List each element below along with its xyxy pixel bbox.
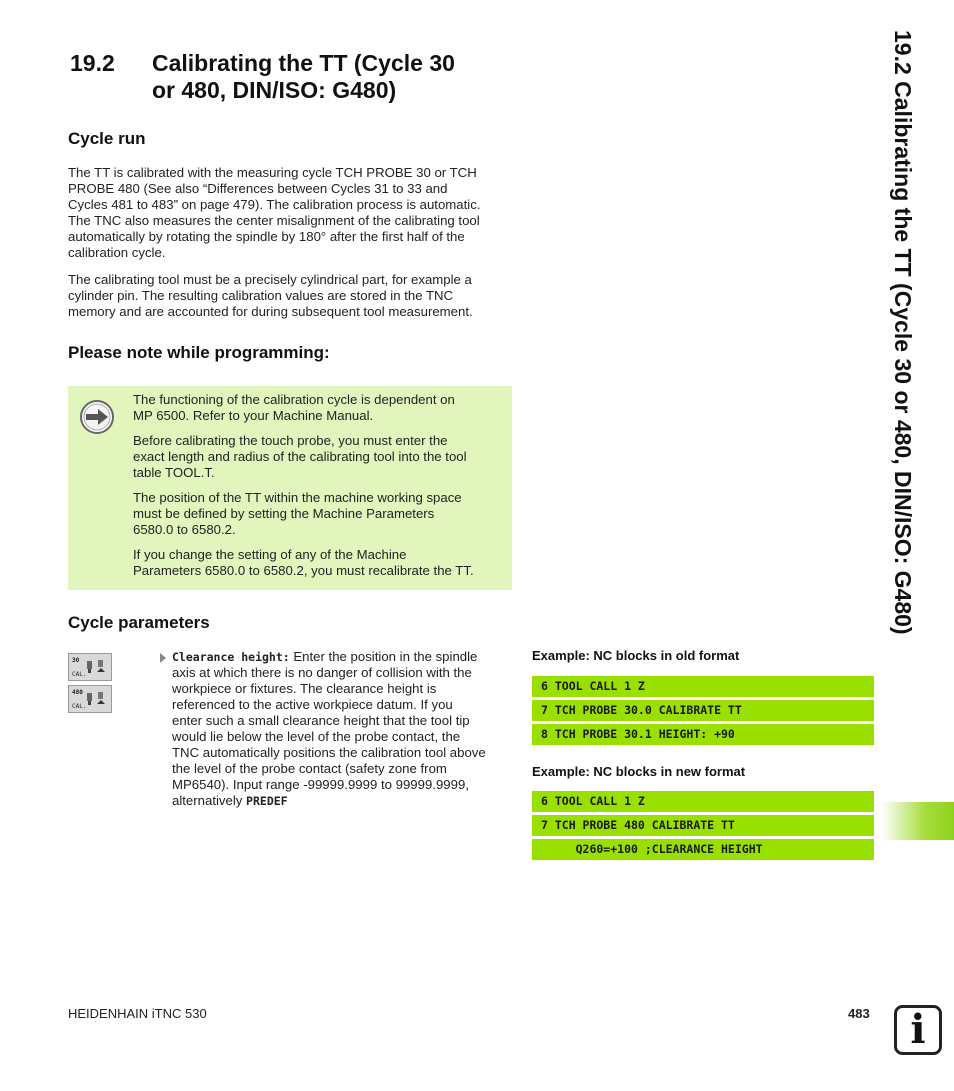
text-line: 6580.0 to 6580.2. — [133, 522, 236, 537]
info-icon — [894, 1005, 942, 1055]
text-line: axis at which there is no danger of collision with the — [172, 665, 472, 680]
softkey-number: 30 — [72, 657, 80, 664]
note-paragraph — [133, 490, 505, 538]
section-title-line1: Calibrating the TT (Cycle 30 — [152, 50, 455, 76]
cycle-parameters-heading: Cycle parameters — [68, 613, 210, 632]
softkey-cycle-480[interactable] — [68, 685, 112, 713]
bullet-triangle-icon — [160, 653, 166, 663]
note-paragraph — [133, 392, 505, 424]
arrow-right-circle-icon — [79, 399, 115, 435]
info-glyph: i — [910, 1006, 926, 1053]
text-line: TNC automatically positions the calibration tool above — [172, 745, 486, 760]
chapter-tab — [882, 802, 954, 840]
nc-block: 6 TOOL CALL 1 Z — [532, 791, 874, 812]
text-line: would lie below the level of the probe contact, the — [172, 729, 461, 744]
text-line: cylinder pin. The resulting calibration values are stored in the TNC — [68, 288, 454, 303]
probe-icon — [85, 691, 109, 709]
section-title — [70, 50, 455, 104]
section-number: 19.2 — [70, 50, 115, 76]
text-line: table TOOL.T. — [133, 465, 215, 480]
text-line: PROBE 480 (See also “Differences between Cycles 31 to 33 and — [68, 181, 448, 196]
text-line: Cycles 481 to 483” on page 479). The calibration process is automatic. — [68, 197, 481, 212]
programming-note-heading: Please note while programming: — [68, 343, 330, 362]
text-line: alternatively — [172, 793, 247, 808]
nc-block: 6 TOOL CALL 1 Z — [532, 676, 874, 697]
probe-icon — [85, 659, 109, 677]
note-paragraph — [133, 433, 505, 481]
text-line: Enter the position in the spindle — [289, 649, 478, 664]
text-line: If you change the setting of any of the Machine — [133, 547, 407, 562]
side-title-text: 19.2 Calibrating the TT (Cycle 30 or 480, DIN/ISO: G480) — [890, 30, 916, 635]
text-line: referenced to the active workpiece datum. If you — [172, 697, 453, 712]
softkey-number: 480 — [72, 689, 83, 696]
example-old-heading: Example: NC blocks in old format — [532, 648, 740, 663]
cycle-run-para1 — [68, 165, 518, 261]
text-line: workpiece or fixtures. The clearance height is — [172, 681, 437, 696]
parameter-name: Clearance height: — [172, 650, 290, 664]
softkey-label: CAL. — [72, 703, 87, 710]
nc-block: Q260=+100 ;CLEARANCE HEIGHT — [532, 839, 874, 860]
example-new-heading: Example: NC blocks in new format — [532, 764, 746, 779]
footer-product: HEIDENHAIN iTNC 530 — [68, 1006, 207, 1021]
note-text — [133, 392, 505, 588]
text-line: exact length and radius of the calibrating tool into the tool — [133, 449, 467, 464]
text-line: the level of the probe contact (safety zone from — [172, 761, 447, 776]
softkey-cycle-30[interactable] — [68, 653, 112, 681]
section-title-line2: or 480, DIN/ISO: G480) — [152, 77, 397, 103]
note-paragraph — [133, 547, 505, 579]
text-line: The position of the TT within the machine working space — [133, 490, 462, 505]
text-line: enter such a small clearance height that the tool tip — [172, 713, 470, 728]
nc-block: 7 TCH PROBE 480 CALIBRATE TT — [532, 815, 874, 836]
text-line: MP 6500. Refer to your Machine Manual. — [133, 408, 374, 423]
softkey-label: CAL. — [72, 671, 87, 678]
text-line: Parameters 6580.0 to 6580.2, you must recalibrate the TT. — [133, 563, 474, 578]
nc-block: 8 TCH PROBE 30.1 HEIGHT: +90 — [532, 724, 874, 745]
text-line: The calibrating tool must be a precisely cylindrical part, for example a — [68, 272, 472, 287]
cycle-run-para2 — [68, 272, 518, 320]
cycle-run-heading: Cycle run — [68, 129, 146, 148]
text-line: memory and are accounted for during subsequent tool measurement. — [68, 304, 473, 319]
text-line: The TNC also measures the center misalignment of the calibrating tool — [68, 213, 480, 228]
predef-code: PREDEF — [246, 794, 288, 808]
text-line: The TT is calibrated with the measuring cycle TCH PROBE 30 or TCH — [68, 165, 477, 180]
text-line: calibration cycle. — [68, 245, 166, 260]
parameter-description — [172, 649, 510, 809]
text-line: MP6540). Input range -99999.9999 to 99999.9999, — [172, 777, 469, 792]
text-line: must be defined by setting the Machine Parameters — [133, 506, 435, 521]
page-number: 483 — [848, 1006, 870, 1021]
text-line: automatically by rotating the spindle by 180° after the first half of the — [68, 229, 465, 244]
nc-block: 7 TCH PROBE 30.0 CALIBRATE TT — [532, 700, 874, 721]
text-line: The functioning of the calibration cycle is dependent on — [133, 392, 455, 407]
text-line: Before calibrating the touch probe, you must enter the — [133, 433, 448, 448]
